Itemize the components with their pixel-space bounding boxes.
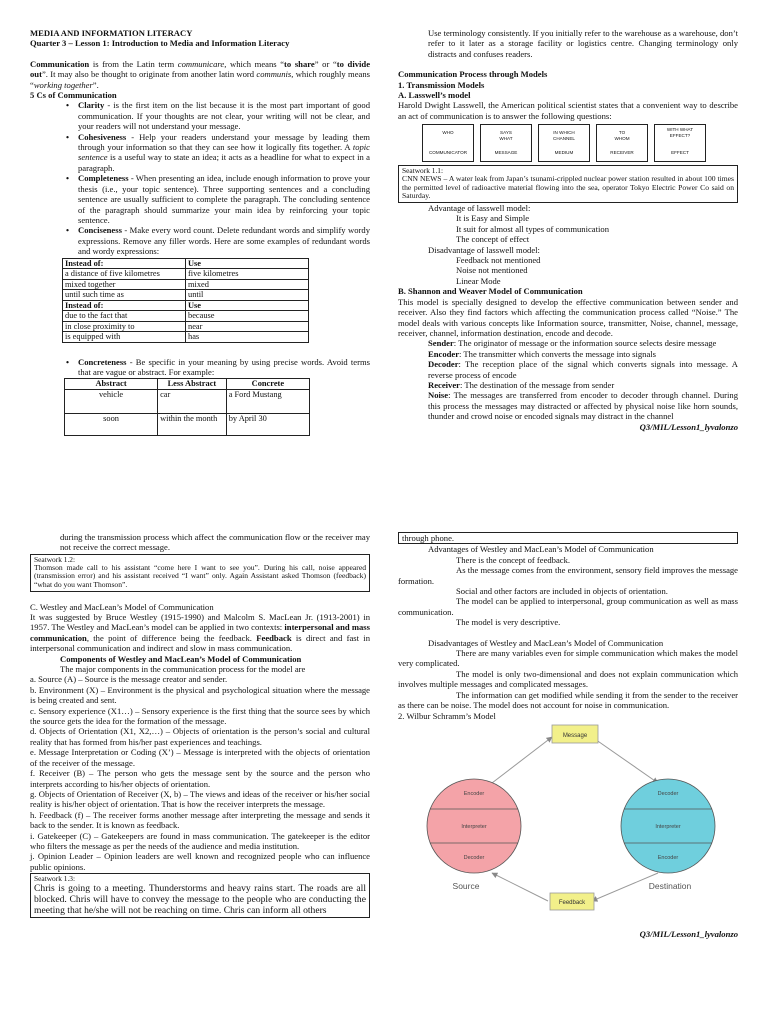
list-item: There is the concept of feedback. <box>456 554 571 565</box>
table-row <box>63 279 309 290</box>
shannon-term-sender <box>398 338 738 348</box>
right-segment-label: Decoder <box>657 790 679 797</box>
disadv-westley-heading: Disadvantages of Westley and MacLean’s Model of Communication <box>428 637 664 648</box>
shannon-term-receiver <box>398 380 738 390</box>
box-question: TO WHOM <box>614 130 630 141</box>
table-cell: soon <box>65 413 158 435</box>
table-cell: until such time as <box>63 290 186 301</box>
left-segment-label: Decoder <box>463 854 485 861</box>
table-row <box>65 389 310 413</box>
left-segment-label: Interpreter <box>461 823 487 830</box>
table-cell: is equipped with <box>63 332 186 343</box>
westley-text-part: , the point of difference being the feedback. <box>86 632 257 643</box>
table-cell: Use <box>186 258 309 269</box>
left-segment-label: Encoder <box>463 790 485 797</box>
shannon-text: This model is specially designed to develop the effective communication between sender and receiver. Also they find factors which affecting the communication process called “Noise.” The model deals with various concepts like Information source, transmitter, Noise, channel, message, receiver, channel, information destination, encode and decode. <box>398 296 738 338</box>
def-text: is from the Latin term <box>89 58 178 69</box>
destination-caption: Destination <box>648 880 692 891</box>
westley-heading: C. Westley and MacLean’s Model of Communication <box>30 601 214 612</box>
term: Sender <box>428 338 454 349</box>
seatwork-text: CNN NEWS – A water leak from Japan’s tsunami-crippled nuclear power station resulted in about 100 times the permitted level of radioactive material flowing into the sea, operator Tokyo Electric Power Co said on Saturday. <box>402 174 734 201</box>
box-element: RECEIVER <box>610 149 634 155</box>
table-cell: has <box>186 332 309 343</box>
table-row <box>63 321 309 332</box>
components-heading: Components of Westley and MacLean’s Model of Communication <box>60 653 302 664</box>
list-item: Noise not mentioned <box>456 265 528 276</box>
term: Receiver <box>428 379 460 390</box>
term-completeness: Completeness <box>78 173 129 184</box>
lasswell-heading: A. Lasswell’s model <box>398 90 471 101</box>
completeness-text: - When presenting an idea, include enough information to prove your thesis (i.e., your topic sentence). Three supporting sentences and a concluding sentence are usually sufficient to complete the paragraph. The concluding sentence of the paragraph should summarize your main idea by reinforcing your topic sentence. <box>78 173 370 225</box>
def-text: ”. <box>92 79 99 90</box>
schramm-heading: 2. Wilbur Schramm’s Model <box>398 710 496 721</box>
list-item: The model is only two-dimensional and does not explain communication which involves multiple messages and complicated messages. <box>398 668 738 690</box>
latin-communis: communis <box>256 69 292 80</box>
list-item: As the message comes from the environment, sensory field improves the message formation. <box>398 565 738 586</box>
list-item-cohesiveness <box>78 132 370 174</box>
box-question: SAYS WHAT <box>499 130 513 141</box>
transmission-heading: 1. Transmission Models <box>398 79 485 90</box>
westley-text <box>30 612 370 654</box>
table-cell: car <box>158 389 227 413</box>
table-header-row <box>63 258 309 269</box>
transmission-continued: during the transmission process which affect the communication flow or the receiver may not receive the correct message. <box>60 532 370 553</box>
term-text: : The originator of message or the information source selects desire message <box>453 338 717 349</box>
component-item: a. Source (A) – Source is the message creator and sender. <box>30 674 228 685</box>
concreteness-text: - Be specific in your meaning by using precise words. Avoid terms that are vague or abstract. For example: <box>78 356 370 377</box>
disadv-westley-list <box>398 648 738 710</box>
term: Encoder <box>428 348 460 359</box>
concreteness-table <box>64 378 310 436</box>
list-item: Linear Mode <box>456 275 501 286</box>
list-item: The concept of effect <box>456 234 530 245</box>
westley-text-part: is direct and fast in interpersonal communication and indirect and slow in mass communication. <box>30 632 370 654</box>
list-item-concreteness <box>78 357 370 378</box>
wordy-expressions-table <box>62 258 309 343</box>
table-cell: five kilometres <box>186 269 309 280</box>
table-row <box>65 413 310 435</box>
box-element: MEDIUM <box>554 149 574 155</box>
component-item: d. Objects of Orientation (X1, X2,…) – Objects of orientation is the person’s social and cultural reality that has formed from his/her past experiences and teachings. <box>30 726 370 747</box>
list-item: The model can be applied to interpersonal, group communication as well as mass communication. <box>398 596 738 617</box>
seatwork-label: Seatwork 1.2: <box>34 554 76 564</box>
seatwork-text: Thomson made call to his assistant “come here I want to see you”. During his call, noise appeared (transmission error) and his assistant received “I want” only. Again Assistant asked Thomson (feedback) “what do you want Thomson”. <box>34 562 366 589</box>
table-cell: by April 30 <box>226 413 309 435</box>
list-item: It is Easy and Simple <box>456 213 530 224</box>
seatwork-continuation-box <box>398 532 738 544</box>
lasswell-box-says-what <box>480 124 532 162</box>
component-item: e. Message Interpretation or Coding (X’) – Message is interpreted with the objects of orientation of the receiver of the message. <box>30 747 370 768</box>
box-question: WITH WHAT EFFECT? <box>666 127 694 138</box>
arrow-to-message <box>492 737 552 783</box>
arrow-from-message <box>592 737 658 783</box>
table-cell: vehicle <box>65 389 158 413</box>
table-row <box>63 311 309 322</box>
disadv-lasswell-heading: Disadvantage of lasswell model: <box>428 244 540 255</box>
table-cell: Instead of: <box>63 258 186 269</box>
table-row <box>63 269 309 280</box>
def-text: ”. It may also be thought to originate from another latin word <box>41 69 257 80</box>
col-concrete: Concrete <box>226 379 309 390</box>
lasswell-box-who <box>422 124 474 162</box>
list-item: The model is very descriptive. <box>456 617 561 628</box>
term-concreteness: Concreteness <box>78 356 127 367</box>
component-item: b. Environment (X) – Environment is the physical and psychological situation where the message is being created and sent. <box>30 684 370 706</box>
concreteness-list <box>30 357 370 378</box>
lasswell-box-to-whom <box>596 124 648 162</box>
lasswell-text: Harold Dwight Lasswell, the American political scientist states that a convenient way to describe an act of communication is to answer the following questions: <box>398 100 738 121</box>
shannon-term-noise <box>398 390 738 421</box>
seatwork-1-3-box <box>30 873 370 918</box>
def-to-share: to share <box>284 58 315 69</box>
table-cell: a Ford Mustang <box>226 389 309 413</box>
table-cell: in close proximity to <box>63 321 186 332</box>
adv-westley-heading: Advantages of Westley and MacLean’s Model of Communication <box>428 544 654 555</box>
list-item-clarity <box>78 100 370 131</box>
table-cell: due to the fact that <box>63 311 186 322</box>
list-item: Social and other factors are included in objects of orientation. <box>456 586 668 597</box>
shannon-term-decoder <box>398 359 738 380</box>
components-intro: The major components in the communication process for the model are <box>60 664 306 675</box>
def-text: , which means “ <box>224 58 285 69</box>
list-item: There are many variables even for simple communication which makes the model very complicated. <box>398 648 738 669</box>
cohesiveness-text: - Help your readers understand your message by leading them through your information so that they can see how it logically fits together. A <box>78 131 370 153</box>
box-question: IN WHICH CHANNEL <box>553 130 575 141</box>
term-clarity: Clarity <box>78 100 105 111</box>
def-text: , which roughly means “ <box>30 69 370 90</box>
five-cs-heading: 5 Cs of Communication <box>30 90 117 101</box>
list-item-completeness <box>78 173 370 225</box>
page2-right-column <box>398 532 738 940</box>
components-list <box>30 674 370 872</box>
term-text: : The transmitter which converts the message into signals <box>459 348 657 359</box>
seatwork-1-1-box <box>398 165 738 203</box>
table-cell: Use <box>186 300 309 311</box>
right-segment-label: Encoder <box>657 854 679 861</box>
message-label: Message <box>562 732 588 739</box>
table-header-row <box>63 300 309 311</box>
topic-sentence-italic: topic sentence <box>78 142 370 163</box>
list-item: The information can get modified while sending it from the sender to the receiver as there can be noise. The model does not account for noise in communication. <box>398 689 738 711</box>
term-text: : The reception place of the signal which converts signals into message. A reverse process of encode <box>428 359 738 380</box>
seatwork-text: Chris is going to a meeting. Thunderstorms and heavy rains start. The roads are all blocked. Chris will have to convey the message to the people who are conducting the meeting that he/she will not be reaching on time. Chris can inform all others <box>34 883 366 917</box>
westley-feedback: Feedback <box>256 632 292 643</box>
lasswell-box-effect <box>654 124 706 162</box>
lasswell-diagram <box>422 124 738 162</box>
term: Noise <box>428 390 449 401</box>
latin-communicare: communicare <box>177 58 225 69</box>
page2-left-column <box>30 532 370 918</box>
table-cell: mixed together <box>63 279 186 290</box>
term: Decoder <box>428 359 459 370</box>
source-caption: Source <box>452 880 480 891</box>
component-item: j. Opinion Leader – Opinion leaders are well known and recognized people who can influence public opinions. <box>30 851 370 872</box>
list-item: It suit for almost all types of communication <box>456 223 609 234</box>
page1-right-column <box>398 28 738 432</box>
term-cohesiveness: Cohesiveness <box>78 131 127 142</box>
westley-text-part: It was suggested by Bruce Westley (1915-1990) and Malcolm S. MacLean Jr. (1913-2001) in 1957. The Westley and MacLean’s model can be applied in two contexts: <box>30 612 370 633</box>
seatwork-label: Seatwork 1.1: <box>402 166 444 176</box>
table-cell: because <box>186 311 309 322</box>
term-text: : The messages are transferred from encoder to decoder through channel. During this process the messages may distracted or affected by physical noise like horn sounds, thunder and crowd noise or encoded signals may distract in the channel <box>428 390 738 422</box>
table-cell: until <box>186 290 309 301</box>
box-element: MESSAGE <box>494 149 518 155</box>
schramm-diagram <box>422 723 722 923</box>
five-cs-list <box>30 100 370 256</box>
table-row <box>63 332 309 343</box>
right-segment-label: Interpreter <box>655 823 681 830</box>
box-element: COMMUNICATOR <box>428 149 468 155</box>
page1-left-column <box>30 28 370 436</box>
table-cell: mixed <box>186 279 309 290</box>
feedback-label: Feedback <box>558 899 586 906</box>
westley-contexts: interpersonal and mass communication <box>30 622 371 643</box>
term-communication: Communication <box>30 58 90 69</box>
communication-definition <box>30 59 370 90</box>
arrow-from-feedback <box>492 873 548 901</box>
page-footer: Q3/MIL/Lesson1_lyvalonzo <box>639 929 738 940</box>
table-cell: within the month <box>158 413 227 435</box>
seatwork-text: through phone. <box>402 533 455 543</box>
clarity-text: - is the first item on the list because it is the most part important of good communication. If your thoughts are not clear, your writing will not be clear, and your readers will not understand your message. <box>78 100 370 132</box>
page-footer: Q3/MIL/Lesson1_lyvalonzo <box>639 421 738 432</box>
terminology-paragraph: Use terminology consistently. If you initially refer to the warehouse as a warehouse, don’t refer to it later as a storage facility or logistics centre. Changing terminology only distracts and confuses readers. <box>428 28 738 59</box>
table-cell: a distance of five kilometres <box>63 269 186 280</box>
doc-title: MEDIA AND INFORMATION LITERACY <box>30 28 193 38</box>
component-item: c. Sensory experience (X1…) – Sensory experience is the first thing that the source sees by which the source gets the idea for the formation of the message. <box>30 705 370 727</box>
component-item: h. Feedback (f) – The receiver forms another message after interpreting the message and sends it back to the sender. It is known as feedback. <box>30 809 370 831</box>
process-heading: Communication Process through Models <box>398 69 548 80</box>
def-to-divide-out: to divide out <box>30 58 371 80</box>
shannon-heading: B. Shannon and Weaver Model of Communication <box>398 286 583 297</box>
conciseness-text: - Make every word count. Delete redundant words and simplify wordy expressions. Remove any filler words. Here are some examples of redundant words and wordy expressions: <box>78 225 370 257</box>
doc-subtitle: Quarter 3 – Lesson 1: Introduction to Media and Information Literacy <box>30 38 290 49</box>
term-conciseness: Conciseness <box>78 225 122 236</box>
col-less-abstract: Less Abstract <box>158 379 227 390</box>
table-row <box>63 290 309 301</box>
adv-lasswell-heading: Advantage of lasswell model: <box>428 203 531 214</box>
shannon-term-encoder <box>398 349 738 359</box>
component-item: g. Objects of Orientation of Receiver (X, b) – The views and ideas of the receiver or his/her social reality is his/her object of orientation. That is how the receiver interprets the message. <box>30 788 370 810</box>
adv-westley-list <box>398 555 738 628</box>
term-text: : The destination of the message from sender <box>459 379 615 390</box>
box-element: EFFECT <box>671 149 689 155</box>
table-cell: near <box>186 321 309 332</box>
def-text: ” or “ <box>314 58 337 69</box>
lasswell-box-channel <box>538 124 590 162</box>
col-abstract: Abstract <box>65 379 158 390</box>
seatwork-label: Seatwork 1.3: <box>34 874 76 884</box>
component-item: f. Receiver (B) – The person who gets the message sent by the source and the person who interprets according to his/her objects of orientation. <box>30 768 370 789</box>
list-item: Feedback not mentioned <box>456 255 541 266</box>
component-item: i. Gatekeeper (C) – Gatekeepers are found in mass communication. The gatekeeper is the editor who filters the message as per the needs of the audience and media institution. <box>30 830 370 851</box>
cohesiveness-text: is a useful way to state an idea; it acts as a headline for what to expect in a paragraph. <box>78 152 370 173</box>
seatwork-1-2-box <box>30 554 370 592</box>
table-cell: Instead of: <box>63 300 186 311</box>
list-item-conciseness <box>78 225 370 256</box>
box-question: WHO <box>442 130 454 136</box>
def-working-together: working together <box>33 79 93 90</box>
